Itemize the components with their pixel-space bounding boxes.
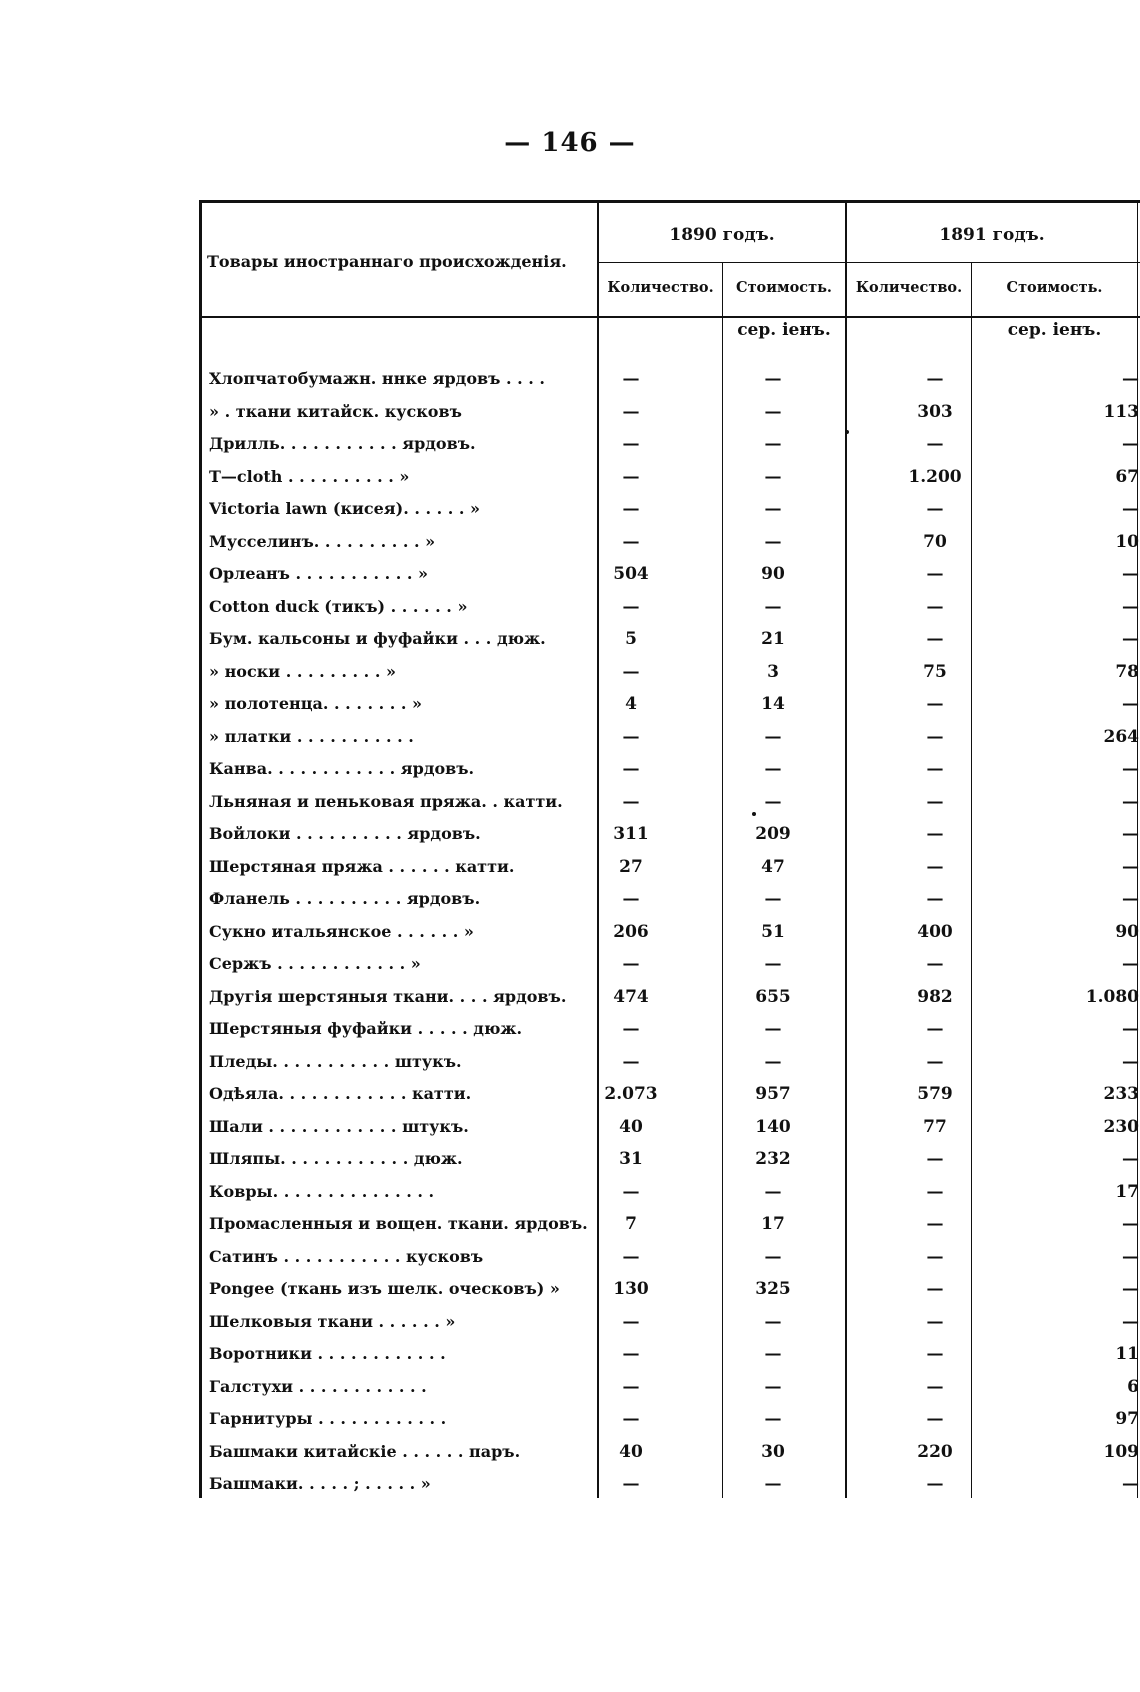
qty-1890-cell: — xyxy=(622,369,640,389)
cost-1891-cell: — xyxy=(1122,1019,1139,1039)
cost-1890-cell: 232 xyxy=(755,1149,791,1169)
cost-1891-cell: — xyxy=(1122,1474,1139,1494)
page-number: — 146 — xyxy=(504,128,636,158)
cost-1891-cell: — xyxy=(1122,1311,1139,1332)
qty-1891-cell: — xyxy=(926,726,944,747)
qty-1891-cell: — xyxy=(926,889,944,909)
qty-1890-cell: 5 xyxy=(625,629,637,649)
qty-1891-cell: — xyxy=(926,629,944,649)
cost-1891-cell: — xyxy=(1122,1149,1139,1169)
goods-label: Льняная и пеньковая пряжа. . катти. xyxy=(209,791,563,811)
table-row xyxy=(199,1208,1140,1241)
qty-1890-cell: — xyxy=(622,661,640,682)
table-row xyxy=(199,428,1140,461)
qty-1891-cell: — xyxy=(926,1019,944,1039)
table-row xyxy=(199,1371,1140,1404)
qty-1890-cell: — xyxy=(622,726,640,747)
goods-label: Шелковыя ткани . . . . . . » xyxy=(209,1311,456,1331)
cost-1890-cell: 14 xyxy=(761,694,785,714)
goods-label: Ковры. . . . . . . . . . . . . . . xyxy=(209,1181,435,1201)
qty-1890-cell: 206 xyxy=(613,921,649,942)
goods-label: Войлоки . . . . . . . . . . ярдовъ. xyxy=(209,824,481,843)
qty-1891-cell: — xyxy=(926,1474,944,1494)
cost-1891-cell: — xyxy=(1122,596,1139,617)
goods-label: Башмаки. . . . . ; . . . . . » xyxy=(209,1474,431,1493)
goods-label: » платки . . . . . . . . . . . xyxy=(209,726,414,746)
cost-1891-cell: — xyxy=(1122,824,1139,844)
cost-1890-cell: — xyxy=(764,1344,782,1364)
qty-1891-cell: — xyxy=(926,759,944,779)
cost-1891-cell: — xyxy=(1122,369,1139,389)
goods-label: Галстухи . . . . . . . . . . . . xyxy=(209,1376,427,1396)
table-row xyxy=(199,656,1140,689)
qty-1890-cell: 311 xyxy=(613,824,649,844)
cost-1890-cell: 209 xyxy=(755,824,791,844)
qty-1890-cell: 40 xyxy=(619,1441,643,1462)
goods-label: Шерстяная пряжа . . . . . . катти. xyxy=(209,856,515,876)
cost-1890-cell: — xyxy=(764,531,782,552)
table-row xyxy=(199,851,1140,884)
table-row xyxy=(199,493,1140,526)
goods-label: Орлеанъ . . . . . . . . . . . » xyxy=(209,564,429,583)
goods-label: Хлопчатобумажн. ннке ярдовъ . . . . xyxy=(209,369,545,388)
table-row xyxy=(199,1111,1140,1144)
print-speck xyxy=(752,812,756,816)
qty-1891-cell: 400 xyxy=(917,921,953,942)
cost-1891-cell: 78 xyxy=(1115,661,1139,682)
cost-1891-cell: — xyxy=(1122,564,1139,584)
qty-1891-cell: — xyxy=(926,1181,944,1202)
goods-label: Сукно итальянское . . . . . . » xyxy=(209,921,474,941)
goods-label: Шляпы. . . . . . . . . . . . дюж. xyxy=(209,1149,463,1168)
qty-1890-cell: — xyxy=(622,1474,640,1494)
qty-1891-cell: — xyxy=(926,1409,944,1429)
goods-label: Воротники . . . . . . . . . . . . xyxy=(209,1344,446,1363)
qty-1891-cell: 982 xyxy=(917,986,953,1007)
cost-1890-cell: 51 xyxy=(761,921,785,942)
table-row xyxy=(199,1046,1140,1079)
goods-label: T—cloth . . . . . . . . . . » xyxy=(209,466,410,486)
qty-1891-cell: — xyxy=(926,1279,944,1299)
table-row xyxy=(199,883,1140,916)
qty-1891-cell: — xyxy=(926,694,944,714)
qty-1891-cell: 579 xyxy=(917,1084,953,1104)
qty-1891-cell: — xyxy=(926,856,944,877)
qty-1891-cell: — xyxy=(926,499,944,519)
goods-label: Одѣяла. . . . . . . . . . . . катти. xyxy=(209,1084,472,1103)
cost-1890-cell: 655 xyxy=(755,986,791,1007)
cost-1891-cell: — xyxy=(1122,856,1139,877)
table-row xyxy=(199,396,1140,429)
qty-1890-cell: — xyxy=(622,499,640,519)
qty-1891-cell: — xyxy=(926,1246,944,1267)
table-row xyxy=(199,461,1140,494)
qty-1890-cell: — xyxy=(622,759,640,779)
cost-1890-cell: — xyxy=(764,434,782,454)
qty-1891-cell: — xyxy=(926,824,944,844)
table-row xyxy=(199,818,1140,851)
cost-1891-cell: 90 xyxy=(1115,921,1139,942)
cost-1891-cell: 109 xyxy=(1103,1441,1139,1462)
goods-label: » носки . . . . . . . . . » xyxy=(209,661,396,681)
table-row xyxy=(199,1273,1140,1306)
print-speck xyxy=(845,430,849,434)
qty-1890-cell: — xyxy=(622,889,640,909)
qty-1891-cell: — xyxy=(926,1376,944,1397)
qty-1890-cell: — xyxy=(622,434,640,454)
goods-label: Башмаки китайскіе . . . . . . паръ. xyxy=(209,1441,521,1461)
cost-1891-cell: 1.080 xyxy=(1085,986,1139,1007)
table-row xyxy=(199,1468,1140,1501)
cost-1890-cell: 957 xyxy=(755,1084,791,1104)
qty-1890-cell: 474 xyxy=(613,986,649,1007)
cost-1891-cell: 67 xyxy=(1115,466,1139,487)
qty-1890-cell: 2.073 xyxy=(604,1084,658,1104)
goods-column-header: Товары иностраннаго происхожденія. xyxy=(207,252,567,271)
table-row xyxy=(199,981,1140,1014)
cost-1890-cell: — xyxy=(764,1376,782,1397)
cost-1891-cell: 230 xyxy=(1103,1116,1139,1137)
qty-1890-cell: — xyxy=(622,531,640,552)
cost-1891-cell: — xyxy=(1122,629,1139,649)
cost-1890-cell: — xyxy=(764,1311,782,1332)
cost-1891-cell: — xyxy=(1122,954,1139,974)
goods-label: Фланель . . . . . . . . . . ярдовъ. xyxy=(209,889,481,908)
cost-1890-cell: — xyxy=(764,466,782,487)
qty-1891-cell: — xyxy=(926,434,944,454)
qty-1890-cell: 4 xyxy=(625,694,637,714)
goods-label: Пледы. . . . . . . . . . . штукъ. xyxy=(209,1051,462,1071)
cost-1891-cell: — xyxy=(1122,1279,1139,1299)
cost-1890-cell: 325 xyxy=(755,1279,791,1299)
cost-1891-header: Стоимость. xyxy=(1006,279,1103,296)
qty-1890-cell: — xyxy=(622,1376,640,1397)
table-row xyxy=(199,1078,1140,1111)
goods-label: Другія шерстяныя ткани. . . . ярдовъ. xyxy=(209,986,567,1006)
cost-1891-cell: 6 xyxy=(1127,1376,1139,1397)
cost-1891-cell: — xyxy=(1122,791,1139,812)
cost-1891-cell: 17 xyxy=(1115,1181,1139,1202)
goods-label: Pongee (ткань изъ шелк. оческовъ) » xyxy=(209,1279,560,1298)
cost-1891-cell: — xyxy=(1122,889,1139,909)
goods-label: Гарнитуры . . . . . . . . . . . . xyxy=(209,1409,447,1428)
goods-label: Промасленныя и вощен. ткани. ярдовъ. xyxy=(209,1214,588,1233)
qty-1891-cell: 70 xyxy=(923,531,947,552)
qty-1891-cell: — xyxy=(926,1311,944,1332)
qty-1891-cell: 1.200 xyxy=(908,466,962,487)
year-1891-header: 1891 годъ. xyxy=(939,225,1045,245)
cost-1890-cell: — xyxy=(764,401,782,422)
qty-1890-cell: — xyxy=(622,1409,640,1429)
qty-1890-cell: 27 xyxy=(619,856,643,877)
qty-1891-cell: — xyxy=(926,564,944,584)
qty-1890-cell: 130 xyxy=(613,1279,649,1299)
cost-1890-cell: — xyxy=(764,1246,782,1267)
goods-label: Бум. кальсоны и фуфайки . . . дюж. xyxy=(209,629,546,648)
cost-1890-cell: — xyxy=(764,1181,782,1202)
qty-1890-cell: 40 xyxy=(619,1116,643,1137)
cost-1890-cell: — xyxy=(764,954,782,974)
qty-1891-header: Количество. xyxy=(855,279,963,296)
qty-1890-cell: — xyxy=(622,1311,640,1332)
cost-1891-cell: 264 xyxy=(1103,726,1139,747)
goods-label: » полотенца. . . . . . . . » xyxy=(209,694,423,713)
cost-1890-cell: — xyxy=(764,499,782,519)
goods-label: Шерстяныя фуфайки . . . . . дюж. xyxy=(209,1019,523,1038)
qty-1891-cell: 75 xyxy=(923,661,947,682)
cost-1890-cell: 140 xyxy=(755,1116,791,1137)
cost-1890-cell: 3 xyxy=(767,661,779,682)
qty-1891-cell: — xyxy=(926,1051,944,1072)
cost-1890-cell: — xyxy=(764,1409,782,1429)
qty-1890-cell: — xyxy=(622,1019,640,1039)
cost-1891-cell: — xyxy=(1122,694,1139,714)
qty-1891-cell: — xyxy=(926,791,944,812)
qty-1890-cell: — xyxy=(622,954,640,974)
goods-label: Мусселинъ. . . . . . . . . . » xyxy=(209,531,436,551)
table-row xyxy=(199,526,1140,559)
qty-1891-cell: — xyxy=(926,369,944,389)
cost-1891-cell: — xyxy=(1122,1051,1139,1072)
qty-1890-cell: — xyxy=(622,1246,640,1267)
goods-label: Канва. . . . . . . . . . . . ярдовъ. xyxy=(209,759,475,778)
year-header-rule xyxy=(599,262,1140,263)
cost-1891-cell: — xyxy=(1122,759,1139,779)
table-row xyxy=(199,1013,1140,1046)
table-row xyxy=(199,591,1140,624)
cost-1891-cell: — xyxy=(1122,499,1139,519)
qty-1890-header: Количество. xyxy=(607,279,714,296)
qty-1890-cell: 7 xyxy=(625,1214,637,1234)
qty-1891-cell: — xyxy=(926,1344,944,1364)
qty-1891-cell: — xyxy=(926,596,944,617)
qty-1891-cell: 220 xyxy=(917,1441,953,1462)
cost-1890-cell: — xyxy=(764,1051,782,1072)
table-row xyxy=(199,363,1140,396)
table-row xyxy=(199,1143,1140,1176)
table-top-rule xyxy=(199,200,1140,203)
goods-label: Дрилль. . . . . . . . . . . ярдовъ. xyxy=(209,434,476,453)
goods-label: Сатинъ . . . . . . . . . . . кусковъ xyxy=(209,1246,484,1266)
cost-1891-cell: 97 xyxy=(1115,1409,1139,1429)
qty-1890-cell: 504 xyxy=(613,564,649,584)
goods-label: Victoria lawn (кисея). . . . . . » xyxy=(209,499,481,518)
cost-1890-cell: — xyxy=(764,369,782,389)
qty-1890-cell: — xyxy=(622,1344,640,1364)
table-row xyxy=(199,1176,1140,1209)
table-row xyxy=(199,786,1140,819)
table-row xyxy=(199,1403,1140,1436)
qty-1891-cell: 303 xyxy=(917,401,953,422)
goods-label: » . ткани китайск. кусковъ xyxy=(209,401,462,421)
table-row xyxy=(199,1338,1140,1371)
cost-1890-cell: — xyxy=(764,1474,782,1494)
qty-1891-cell: — xyxy=(926,1214,944,1234)
qty-1891-cell: — xyxy=(926,1149,944,1169)
cost-1891-unit: сер. іенъ. xyxy=(1007,320,1102,340)
cost-1891-cell: 11 xyxy=(1115,1344,1139,1364)
table-row xyxy=(199,1436,1140,1469)
goods-label: Сержъ . . . . . . . . . . . . » xyxy=(209,954,421,973)
table-row xyxy=(199,1306,1140,1339)
table-row xyxy=(199,558,1140,591)
cost-1890-cell: — xyxy=(764,596,782,617)
qty-1890-cell: — xyxy=(622,1181,640,1202)
table-body xyxy=(199,363,1140,1501)
cost-1890-cell: 21 xyxy=(761,629,785,649)
cost-1890-cell: — xyxy=(764,791,782,812)
cost-1890-cell: 17 xyxy=(761,1214,785,1234)
cost-1890-cell: — xyxy=(764,726,782,747)
table-row xyxy=(199,916,1140,949)
goods-label: Cotton duck (тикъ) . . . . . . » xyxy=(209,596,468,616)
table-row xyxy=(199,688,1140,721)
qty-1890-cell: — xyxy=(622,401,640,422)
header-bottom-rule xyxy=(199,316,1140,318)
cost-1890-cell: 90 xyxy=(761,564,785,584)
cost-1890-cell: — xyxy=(764,759,782,779)
qty-1890-cell: — xyxy=(622,466,640,487)
table-row xyxy=(199,721,1140,754)
qty-1890-cell: — xyxy=(622,791,640,812)
cost-1891-cell: — xyxy=(1122,434,1139,454)
table-row xyxy=(199,623,1140,656)
cost-1890-header: Стоимость. xyxy=(736,279,832,296)
cost-1890-unit: сер. іенъ. xyxy=(737,320,831,340)
cost-1891-cell: 10 xyxy=(1115,531,1139,552)
cost-1891-cell: 113 xyxy=(1103,401,1139,422)
table-row xyxy=(199,948,1140,981)
cost-1891-cell: 233 xyxy=(1103,1084,1139,1104)
qty-1891-cell: — xyxy=(926,954,944,974)
cost-1891-cell: — xyxy=(1122,1214,1139,1234)
imports-table xyxy=(199,200,1140,1498)
qty-1890-cell: — xyxy=(622,1051,640,1072)
qty-1891-cell: 77 xyxy=(923,1116,947,1137)
qty-1890-cell: 31 xyxy=(619,1149,643,1169)
cost-1890-cell: — xyxy=(764,889,782,909)
cost-1890-cell: 47 xyxy=(761,856,785,877)
cost-1891-cell: — xyxy=(1122,1246,1139,1267)
qty-1890-cell: — xyxy=(622,596,640,617)
table-row xyxy=(199,1241,1140,1274)
cost-1890-cell: — xyxy=(764,1019,782,1039)
year-1890-header: 1890 годъ. xyxy=(669,225,775,245)
goods-label: Шали . . . . . . . . . . . . штукъ. xyxy=(209,1116,469,1136)
cost-1890-cell: 30 xyxy=(761,1441,785,1462)
table-row xyxy=(199,753,1140,786)
